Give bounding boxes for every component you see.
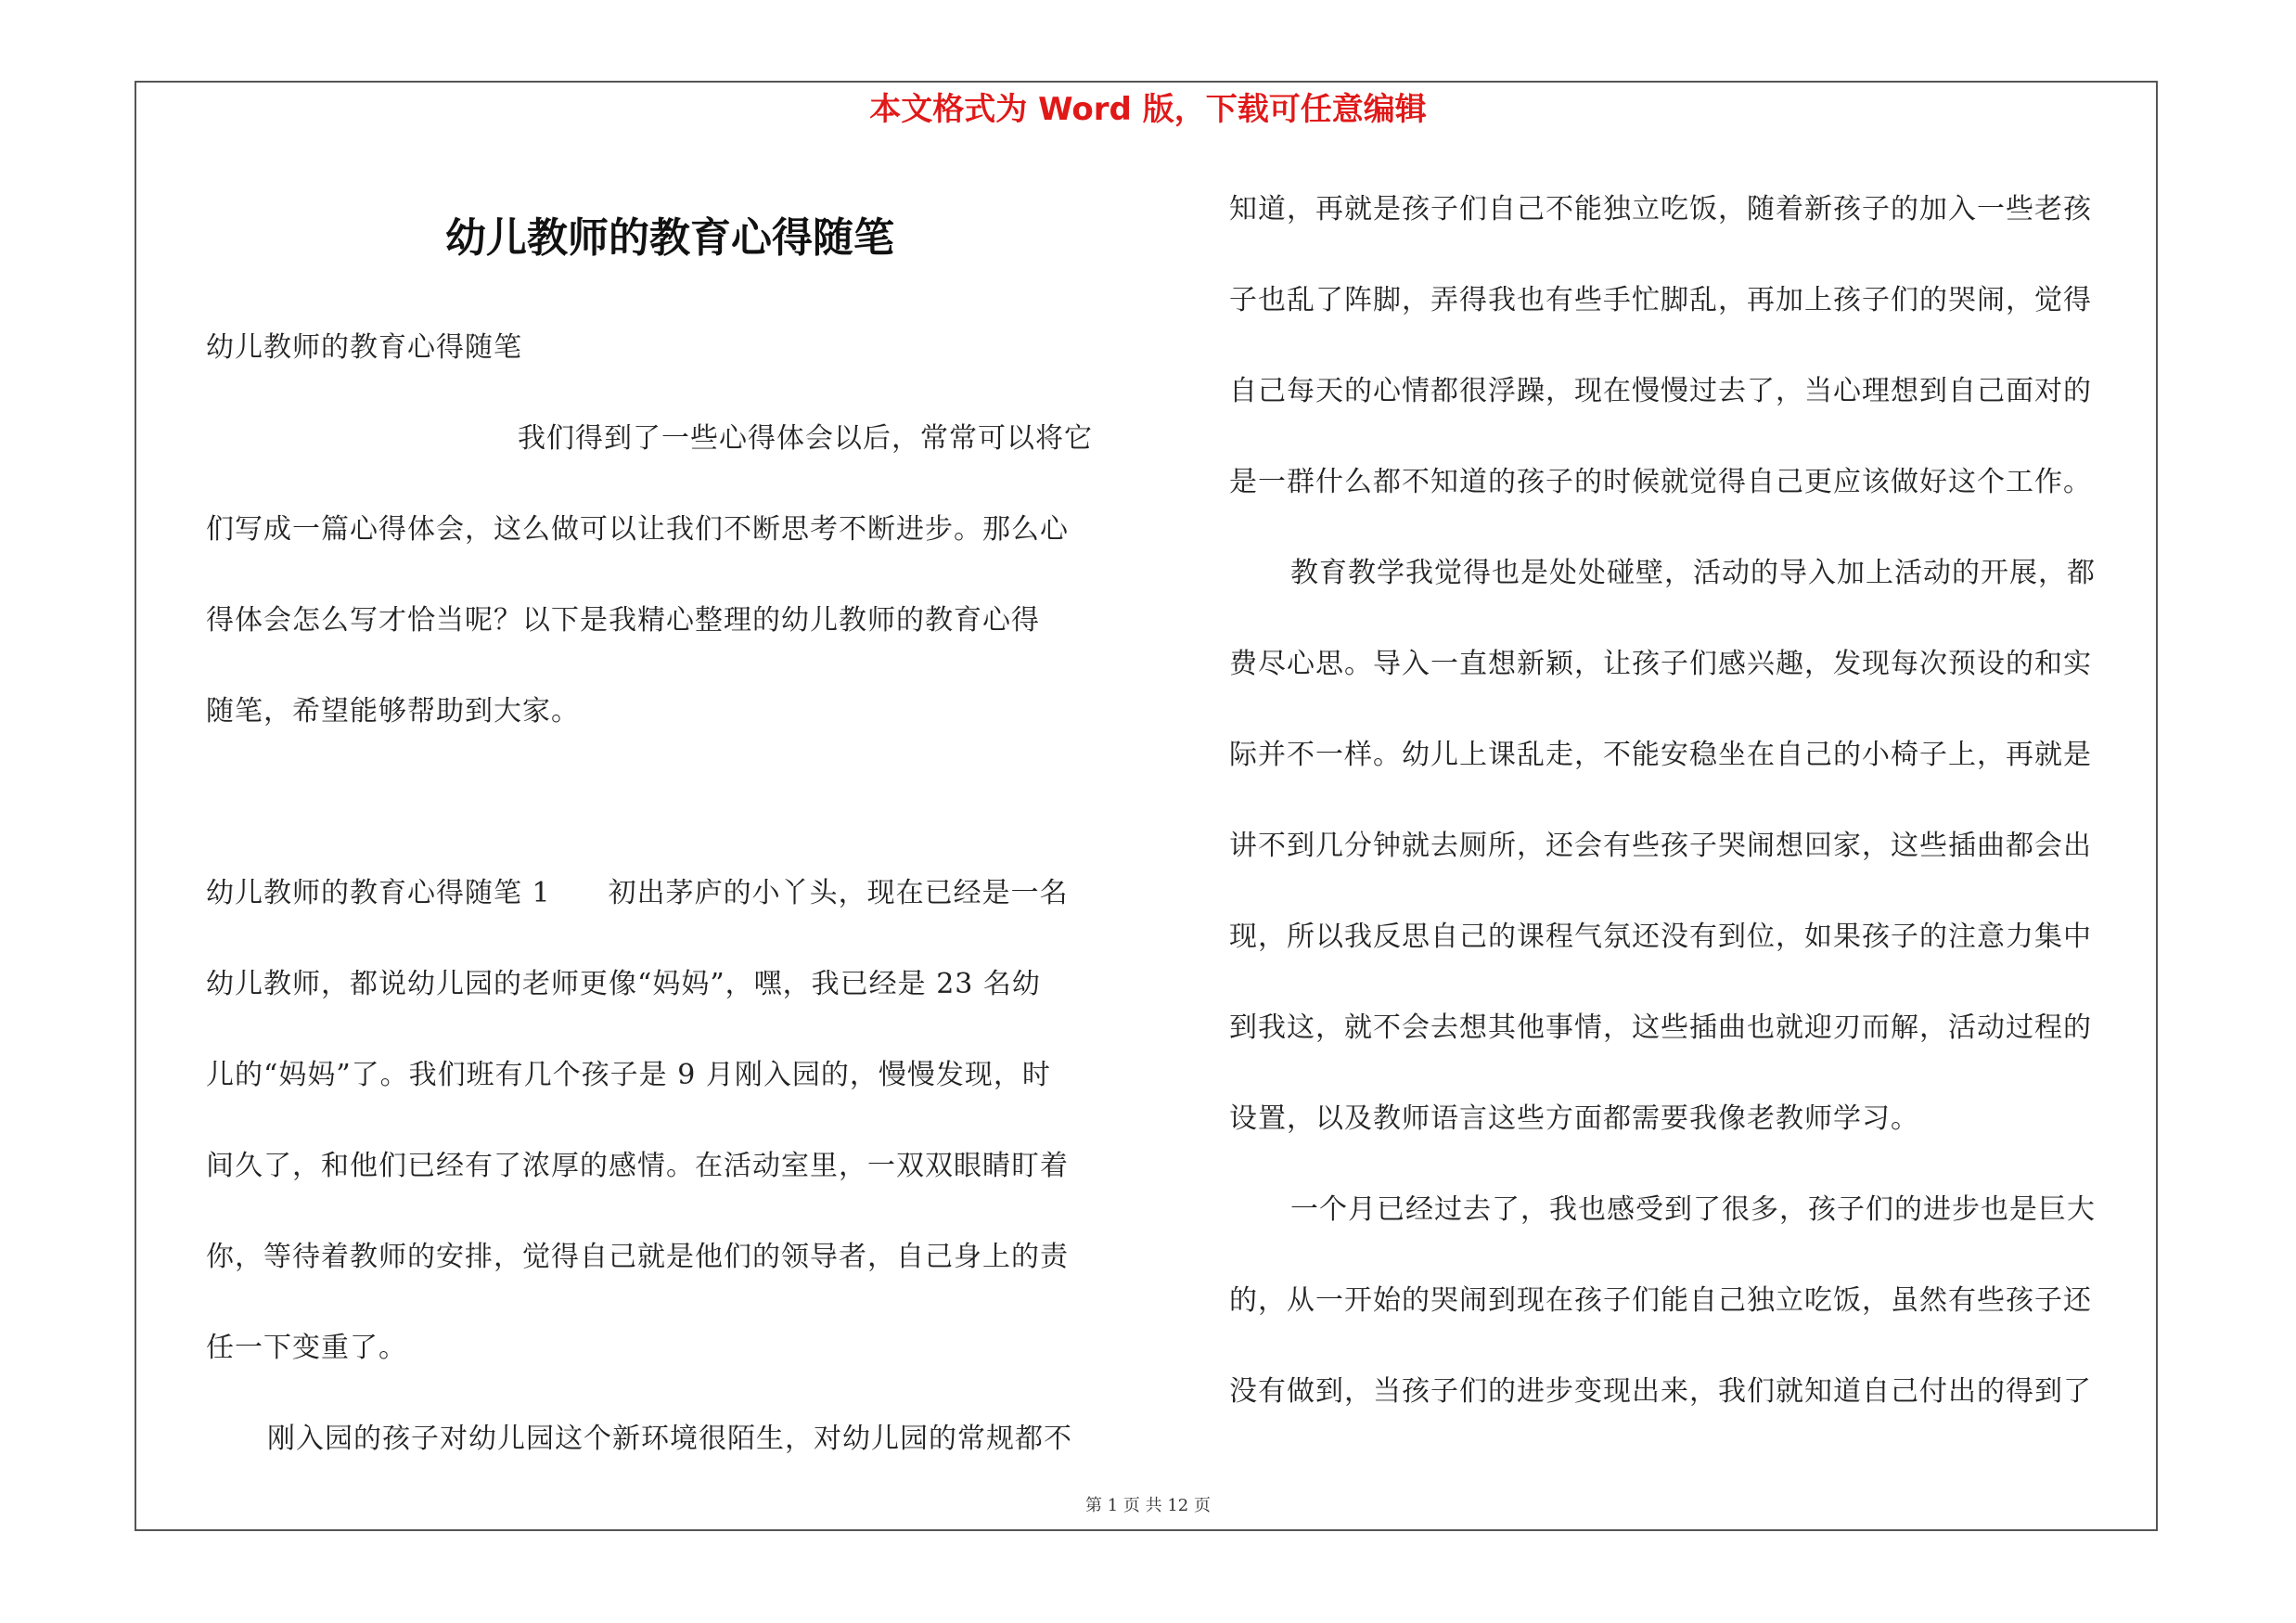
left-line: 幼儿教师的教育心得随笔	[206, 331, 522, 364]
right-line: 自己每天的心情都很浮躁，现在慢慢过去了，当心理想到自己面对的	[1229, 375, 2092, 407]
right-line: 教育教学我觉得也是处处碰壁，活动的导入加上活动的开展，都	[1290, 557, 2096, 589]
right-line: 子也乱了阵脚，弄得我也有些手忙脚乱，再加上孩子们的哭闹，觉得	[1229, 284, 2092, 316]
right-line: 是一群什么都不知道的孩子的时候就觉得自己更应该做好这个工作。	[1229, 466, 2092, 498]
left-line: 随笔，希望能够帮助到大家。	[206, 695, 580, 728]
right-line: 没有做到，当孩子们的进步变现出来，我们就知道自己付出的得到了	[1229, 1375, 2092, 1408]
left-line: 幼儿教师，都说幼儿园的老师更像“妈妈”，嘿，我已经是 23 名幼	[206, 968, 1041, 1000]
left-line: 得体会怎么写才恰当呢？以下是我精心整理的幼儿教师的教育心得	[206, 604, 1040, 637]
right-line: 费尽心思。导入一直想新颖，让孩子们感兴趣，发现每次预设的和实	[1229, 648, 2092, 680]
left-line: 儿的“妈妈”了。我们班有几个孩子是 9 月刚入园的，慢慢发现，时	[206, 1059, 1051, 1091]
right-line: 讲不到几分钟就去厕所，还会有些孩子哭闹想回家，这些插曲都会出	[1229, 830, 2092, 862]
right-line: 设置，以及教师语言这些方面都需要我像老教师学习。	[1229, 1102, 1919, 1135]
page-number-footer: 第 1 页 共 12 页	[1085, 1496, 1211, 1515]
left-line: 任一下变重了。	[206, 1332, 407, 1364]
document-title: 幼儿教师的教育心得随笔	[445, 214, 894, 262]
right-line: 的，从一开始的哭闹到现在孩子们能自己独立吃饭，虽然有些孩子还	[1229, 1284, 2092, 1317]
left-line: 我们得到了一些心得体会以后，常常可以将它	[518, 422, 1093, 455]
left-line: 们写成一篇心得体会，这么做可以让我们不断思考不断进步。那么心	[206, 513, 1069, 546]
format-banner: 本文格式为 Word 版，下载可任意编辑	[869, 91, 1427, 128]
right-line: 到我这，就不会去想其他事情，这些插曲也就迎刃而解，活动过程的	[1229, 1011, 2092, 1044]
left-line: 幼儿教师的教育心得随笔 1 初出茅庐的小丫头，现在已经是一名	[206, 877, 1069, 909]
right-line: 一个月已经过去了，我也感受到了很多，孩子们的进步也是巨大	[1290, 1193, 2096, 1226]
left-line: 间久了，和他们已经有了浓厚的感情。在活动室里，一双双眼睛盯着	[206, 1150, 1069, 1182]
right-line: 知道，再就是孩子们自己不能独立吃饭，随着新孩子的加入一些老孩	[1229, 193, 2092, 225]
left-line: 刚入园的孩子对幼儿园这个新环境很陌生，对幼儿园的常规都不	[267, 1423, 1072, 1455]
left-line: 你，等待着教师的安排，觉得自己就是他们的领导者，自己身上的责	[206, 1241, 1069, 1273]
right-line: 际并不一样。幼儿上课乱走，不能安稳坐在自己的小椅子上，再就是	[1229, 739, 2092, 771]
right-line: 现，所以我反思自己的课程气氛还没有到位，如果孩子的注意力集中	[1229, 921, 2092, 953]
